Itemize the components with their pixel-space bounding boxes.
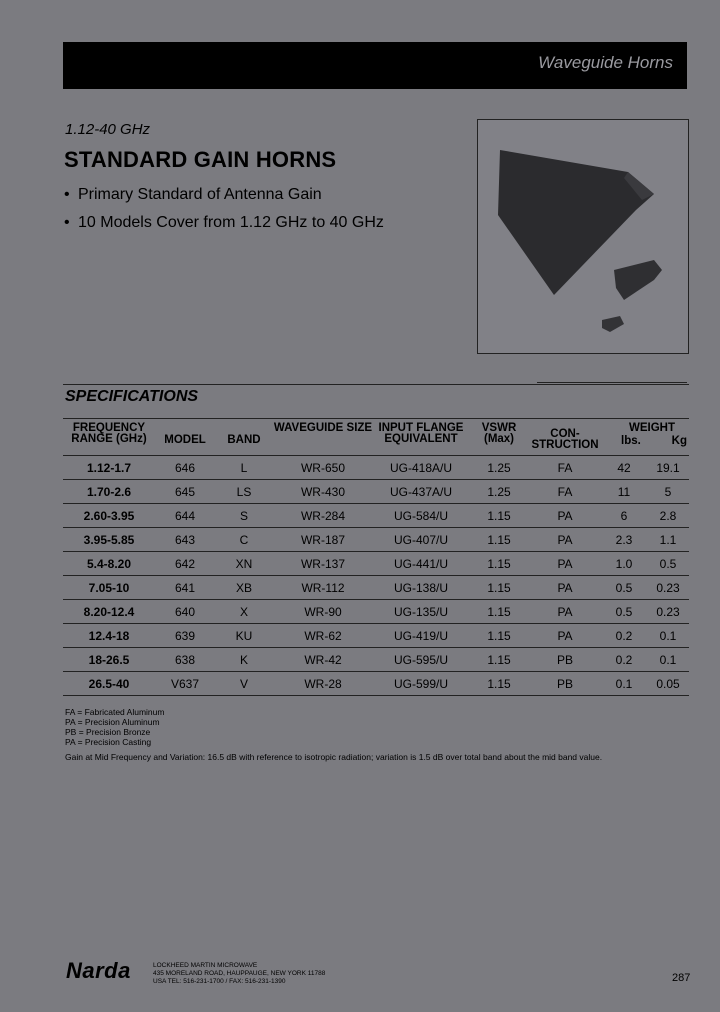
frequency-range: 1.12-40 GHz bbox=[65, 121, 151, 138]
cell-vswr: 1.15 bbox=[469, 672, 529, 696]
cell-vswr: 1.15 bbox=[469, 528, 529, 552]
bullet-icon: • bbox=[64, 214, 70, 231]
cell-con: FA bbox=[529, 456, 601, 480]
legend-item: PA = Precision Aluminum bbox=[65, 717, 160, 727]
header-model: MODEL bbox=[164, 434, 206, 446]
cell-freq: 12.4-18 bbox=[63, 624, 155, 648]
cell-lbs: 0.2 bbox=[601, 624, 647, 648]
cell-lbs: 0.1 bbox=[601, 672, 647, 696]
cell-con: PA bbox=[529, 576, 601, 600]
cell-kg: 0.23 bbox=[647, 576, 689, 600]
cell-freq: 1.70-2.6 bbox=[63, 480, 155, 504]
cell-flange: UG-595/U bbox=[373, 648, 469, 672]
cell-vswr: 1.15 bbox=[469, 624, 529, 648]
cell-con: PB bbox=[529, 672, 601, 696]
cell-vswr: 1.25 bbox=[469, 480, 529, 504]
cell-con: PA bbox=[529, 624, 601, 648]
cell-flange: UG-599/U bbox=[373, 672, 469, 696]
feature-item: • Primary Standard of Antenna Gain bbox=[64, 181, 384, 209]
table-row bbox=[63, 624, 689, 648]
cell-freq: 5.4-8.20 bbox=[63, 552, 155, 576]
cell-wg: WR-187 bbox=[273, 528, 373, 552]
header-construction: CON- STRUCTION bbox=[531, 428, 599, 451]
cell-flange: UG-407/U bbox=[373, 528, 469, 552]
legend-notes bbox=[65, 707, 164, 747]
cell-flange: UG-418A/U bbox=[373, 456, 469, 480]
specifications-title: SPECIFICATIONS bbox=[65, 388, 199, 405]
header-weight-kg: Kg bbox=[671, 435, 687, 447]
legend-item: FA = Fabricated Aluminum bbox=[65, 707, 165, 717]
cell-lbs: 0.5 bbox=[601, 600, 647, 624]
cell-lbs: 6 bbox=[601, 504, 647, 528]
gain-note: Gain at Mid Frequency and Variation: 16.5 dB with reference to isotropic radiation; variation is 1.5 dB over total band about the mid band value. bbox=[65, 752, 603, 762]
cell-model: 646 bbox=[155, 456, 215, 480]
company-address: LOCKHEED MARTIN MICROWAVE 435 MORELAND ROAD, HAUPPAUGE, NEW YORK 11788 USA TEL: 516-231-1700 / FAX: 516-231-1390 bbox=[153, 962, 326, 985]
header-flange: INPUT FLANGE EQUIVALENT bbox=[378, 422, 464, 445]
cell-model: 640 bbox=[155, 600, 215, 624]
cell-model: V637 bbox=[155, 672, 215, 696]
header-band: BAND bbox=[227, 434, 261, 446]
header-weight-lbs: lbs. bbox=[621, 435, 641, 447]
cell-vswr: 1.15 bbox=[469, 552, 529, 576]
cell-vswr: 1.25 bbox=[469, 456, 529, 480]
cell-kg: 0.1 bbox=[647, 624, 689, 648]
cell-wg: WR-650 bbox=[273, 456, 373, 480]
table-row bbox=[63, 552, 689, 576]
header-weight bbox=[601, 421, 689, 456]
header-frequency: FREQUENCY RANGE (GHz) bbox=[71, 422, 147, 445]
divider bbox=[63, 384, 689, 385]
legend-item: PA = Precision Casting bbox=[65, 737, 152, 747]
cell-freq: 2.60-3.95 bbox=[63, 504, 155, 528]
cell-vswr: 1.15 bbox=[469, 600, 529, 624]
page-number: 287 bbox=[672, 972, 691, 984]
bullet-icon: • bbox=[64, 186, 70, 203]
header-bar bbox=[63, 42, 687, 89]
cell-vswr: 1.15 bbox=[469, 576, 529, 600]
cell-vswr: 1.15 bbox=[469, 504, 529, 528]
table-row bbox=[63, 480, 689, 504]
cell-freq: 18-26.5 bbox=[63, 648, 155, 672]
cell-model: 641 bbox=[155, 576, 215, 600]
cell-wg: WR-42 bbox=[273, 648, 373, 672]
cell-wg: WR-28 bbox=[273, 672, 373, 696]
cell-con: PA bbox=[529, 504, 601, 528]
cell-kg: 5 bbox=[647, 480, 689, 504]
cell-kg: 0.1 bbox=[647, 648, 689, 672]
page-title: STANDARD GAIN HORNS bbox=[64, 147, 337, 172]
cell-band: S bbox=[215, 504, 273, 528]
divider bbox=[537, 382, 687, 383]
divider bbox=[63, 418, 689, 419]
table-row bbox=[63, 672, 689, 696]
cell-freq: 1.12-1.7 bbox=[63, 456, 155, 480]
cell-vswr: 1.15 bbox=[469, 648, 529, 672]
cell-flange: UG-441/U bbox=[373, 552, 469, 576]
cell-con: PB bbox=[529, 648, 601, 672]
cell-lbs: 0.5 bbox=[601, 576, 647, 600]
table-row bbox=[63, 528, 689, 552]
table-row bbox=[63, 576, 689, 600]
cell-lbs: 2.3 bbox=[601, 528, 647, 552]
cell-kg: 0.05 bbox=[647, 672, 689, 696]
cell-wg: WR-112 bbox=[273, 576, 373, 600]
cell-kg: 0.23 bbox=[647, 600, 689, 624]
cell-wg: WR-430 bbox=[273, 480, 373, 504]
table-row bbox=[63, 504, 689, 528]
cell-model: 639 bbox=[155, 624, 215, 648]
cell-model: 644 bbox=[155, 504, 215, 528]
cell-band: XB bbox=[215, 576, 273, 600]
cell-band: C bbox=[215, 528, 273, 552]
header-vswr: VSWR (Max) bbox=[481, 422, 517, 445]
cell-flange: UG-437A/U bbox=[373, 480, 469, 504]
cell-kg: 1.1 bbox=[647, 528, 689, 552]
table-header-row bbox=[63, 421, 689, 456]
cell-lbs: 42 bbox=[601, 456, 647, 480]
cell-band: LS bbox=[215, 480, 273, 504]
cell-wg: WR-62 bbox=[273, 624, 373, 648]
cell-wg: WR-284 bbox=[273, 504, 373, 528]
feature-item: • 10 Models Cover from 1.12 GHz to 40 GHz bbox=[64, 209, 384, 237]
cell-model: 643 bbox=[155, 528, 215, 552]
cell-lbs: 0.2 bbox=[601, 648, 647, 672]
cell-flange: UG-135/U bbox=[373, 600, 469, 624]
cell-freq: 7.05-10 bbox=[63, 576, 155, 600]
cell-band: X bbox=[215, 600, 273, 624]
cell-wg: WR-137 bbox=[273, 552, 373, 576]
table-row bbox=[63, 648, 689, 672]
cell-band: KU bbox=[215, 624, 273, 648]
cell-model: 642 bbox=[155, 552, 215, 576]
cell-flange: UG-138/U bbox=[373, 576, 469, 600]
cell-freq: 26.5-40 bbox=[63, 672, 155, 696]
cell-model: 638 bbox=[155, 648, 215, 672]
header-waveguide: WAVEGUIDE SIZE bbox=[273, 422, 373, 434]
cell-band: K bbox=[215, 648, 273, 672]
cell-model: 645 bbox=[155, 480, 215, 504]
cell-con: FA bbox=[529, 480, 601, 504]
header-weight-label: WEIGHT bbox=[629, 422, 675, 434]
cell-band: L bbox=[215, 456, 273, 480]
table-row bbox=[63, 456, 689, 480]
cell-kg: 2.8 bbox=[647, 504, 689, 528]
narda-logo: Narda bbox=[66, 958, 131, 983]
cell-band: XN bbox=[215, 552, 273, 576]
cell-flange: UG-419/U bbox=[373, 624, 469, 648]
cell-freq: 3.95-5.85 bbox=[63, 528, 155, 552]
product-photo bbox=[477, 119, 689, 354]
legend-item: PB = Precision Bronze bbox=[65, 727, 151, 737]
cell-freq: 8.20-12.4 bbox=[63, 600, 155, 624]
cell-kg: 19.1 bbox=[647, 456, 689, 480]
cell-con: PA bbox=[529, 552, 601, 576]
feature-list bbox=[64, 181, 384, 237]
specifications-table bbox=[63, 421, 689, 696]
header-title: Waveguide Horns bbox=[538, 53, 673, 72]
cell-con: PA bbox=[529, 528, 601, 552]
table-row bbox=[63, 600, 689, 624]
cell-band: V bbox=[215, 672, 273, 696]
horn-antenna-image bbox=[478, 120, 688, 353]
cell-lbs: 1.0 bbox=[601, 552, 647, 576]
cell-flange: UG-584/U bbox=[373, 504, 469, 528]
cell-wg: WR-90 bbox=[273, 600, 373, 624]
cell-kg: 0.5 bbox=[647, 552, 689, 576]
cell-con: PA bbox=[529, 600, 601, 624]
cell-lbs: 11 bbox=[601, 480, 647, 504]
